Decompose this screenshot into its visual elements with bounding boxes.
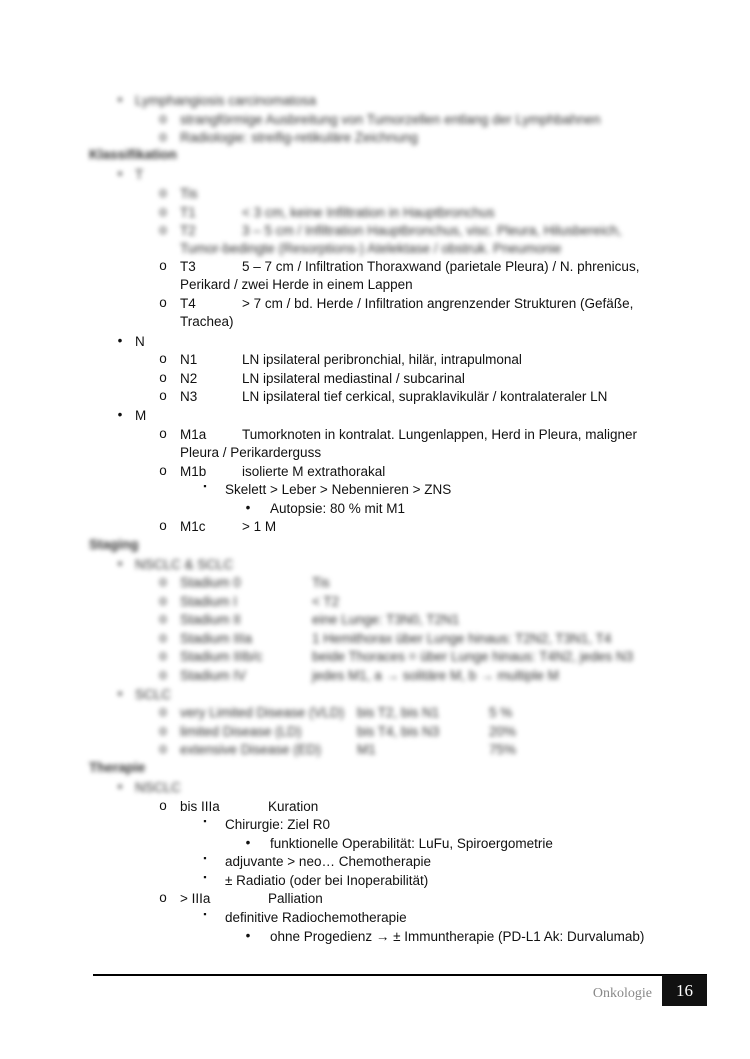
bullet-l2: o: [159, 611, 167, 626]
bullet-l2: o: [159, 426, 167, 441]
text-n2: LN ipsilateral mediastinal / subcarinal: [242, 371, 465, 386]
stage-3a: Stadium IIIa: [180, 631, 253, 646]
bullet-l3: ▪: [203, 853, 207, 863]
text-autopsie: Autopsie: 80 % mit M1: [270, 501, 406, 516]
code-t4: T4: [180, 296, 196, 311]
text-m1a-cont: Pleura / Perikarderguss: [180, 445, 322, 460]
stage-1: Stadium I: [180, 594, 238, 609]
code-gt-iiia: > IIIa: [180, 891, 211, 906]
text-ohne-progedienz: ohne Progedienz → ± Immuntherapie (PD-L1 Ak: Durvalumab): [270, 929, 645, 944]
bullet-l2: o: [159, 351, 167, 366]
heading-klassifikation: Klassifikation: [89, 147, 177, 162]
text-nsclc: NSCLC: [135, 780, 181, 795]
bullet-l2: o: [159, 463, 167, 478]
text-adjuvante: adjuvante > neo… Chemotherapie: [225, 854, 432, 869]
bullet-l2: o: [159, 741, 167, 756]
stage-4: Stadium IV: [180, 668, 247, 683]
label-m: M: [135, 408, 147, 423]
text-lymphangiosis: Lymphangiosis carcinomatosa: [135, 93, 317, 108]
text-m1a: Tumorknoten in kontralat. Lungenlappen, Herd in Pleura, maligner: [242, 427, 637, 442]
stage-2: Stadium II: [180, 612, 241, 627]
bullet-l2: o: [159, 630, 167, 645]
bullet-l2: o: [159, 574, 167, 589]
text-ld: limited Disease (LD): [180, 724, 302, 739]
text-ld-percent: 20%: [489, 724, 517, 739]
bullet-l2: o: [159, 518, 167, 533]
code-t2: T2: [180, 223, 196, 238]
bullet-l4: •: [245, 835, 251, 850]
text-skelett: Skelett > Leber > Nebennieren > ZNS: [225, 482, 452, 497]
code-t3: T3: [180, 259, 196, 274]
footer-rule: [93, 974, 707, 976]
text-ausbreitung: strangförmige Ausbreitung von Tumorzellen entlang der Lymphbahnen: [180, 112, 601, 127]
text-m1c: > 1 M: [242, 519, 277, 534]
text-t2-cont: Tumor-bedingte (Resorptions-) Atelektase / obstruk. Pneumonie: [180, 241, 562, 256]
stage-0-value: Tis: [312, 575, 330, 590]
text-radiologie: Radiologie: streifig-retikuläre Zeichnung: [180, 130, 418, 145]
footer-label: Onkologie: [592, 986, 652, 1001]
text-ed-percent: 75%: [489, 742, 517, 757]
code-n3: N3: [180, 389, 198, 404]
bullet-l2: o: [159, 370, 167, 385]
text-ld-tn: bis T4, bis N3: [357, 724, 440, 739]
heading-therapie: Therapie: [89, 760, 146, 775]
text-ed: extensive Disease (ED): [180, 742, 322, 757]
text-m1b: isolierte M extrathorakal: [242, 464, 386, 479]
stage-0: Stadium 0: [180, 575, 241, 590]
text-t4: > 7 cm / bd. Herde / Infiltration angrenzender Strukturen (Gefäße,: [242, 296, 634, 311]
code-m1b: M1b: [180, 464, 207, 479]
text-n1: LN ipsilateral peribronchial, hilär, intrapulmonal: [242, 352, 522, 367]
stage-2-value: eine Lunge: T3N0, T2N1: [312, 612, 460, 627]
text-kuration: Kuration: [268, 799, 319, 814]
text-t3-cont: Perikard / zwei Herde in einem Lappen: [180, 277, 413, 292]
bullet-l3: ▪: [203, 816, 207, 826]
bullet-l1: •: [117, 556, 123, 571]
bullet-l2: o: [159, 129, 167, 144]
bullet-l4: •: [245, 500, 251, 515]
bullet-l2: o: [159, 648, 167, 663]
text-t3: 5 – 7 cm / Infiltration Thoraxwand (parietale Pleura) / N. phrenicus,: [242, 259, 640, 274]
bullet-l3: ▪: [203, 872, 207, 882]
code-tis: Tis: [180, 186, 198, 201]
text-ed-tn: M1: [357, 742, 376, 757]
text-vld: very Limited Disease (VLD): [180, 705, 345, 720]
code-n2: N2: [180, 371, 198, 386]
bullet-l2: o: [159, 204, 167, 219]
text-radiatio: ± Radiatio (oder bei Inoperabilität): [225, 873, 429, 888]
bullet-l1: •: [117, 92, 123, 107]
bullet-l2: o: [159, 667, 167, 682]
stage-1-value: < T2: [312, 594, 340, 609]
bullet-l3: ▪: [203, 909, 207, 919]
text-nsclc-sclc: NSCLC & SCLC: [135, 557, 234, 572]
text-vld-tn: bis T2, bis N1: [357, 705, 440, 720]
text-t4-cont: Trachea): [180, 314, 234, 329]
label-n: N: [135, 334, 145, 349]
code-n1: N1: [180, 352, 198, 367]
bullet-l2: o: [159, 295, 167, 310]
stage-3a-value: 1 Hemithorax über Lunge hinaus: T2N2, T3N1, T4: [312, 631, 612, 646]
stage-4-value: jedes M1, a → solitäre M, b → multiple M: [312, 668, 559, 683]
bullet-l1: •: [117, 686, 123, 701]
bullet-l4: •: [245, 928, 251, 943]
code-bis-iiia: bis IIIa: [180, 799, 220, 814]
bullet-l2: o: [159, 704, 167, 719]
text-vld-percent: 5 %: [489, 705, 513, 720]
code-t1: T1: [180, 205, 196, 220]
bullet-l1: •: [117, 407, 123, 422]
text-t2: 3 – 5 cm / Infiltration Hauptbronchus, visc. Pleura, Hilusbereich,: [242, 223, 622, 238]
text-palliation: Palliation: [268, 891, 323, 906]
text-sclc: SCLC: [135, 687, 172, 702]
code-m1c: M1c: [180, 519, 206, 534]
page-number: 16: [676, 980, 693, 1000]
bullet-l2: o: [159, 890, 167, 905]
bullet-l2: o: [159, 185, 167, 200]
heading-staging: Staging: [89, 537, 139, 552]
bullet-l3: ▪: [203, 481, 207, 491]
bullet-l2: o: [159, 258, 167, 273]
bullet-l2: o: [159, 593, 167, 608]
text-chirurgie: Chirurgie: Ziel R0: [225, 817, 331, 832]
bullet-l1: •: [117, 779, 123, 794]
bullet-l2: o: [159, 111, 167, 126]
bullet-l2: o: [159, 222, 167, 237]
label-t: T: [135, 167, 144, 182]
text-funktionelle: funktionelle Operabilität: LuFu, Spiroergometrie: [270, 836, 553, 851]
bullet-l2: o: [159, 798, 167, 813]
text-definitive: definitive Radiochemotherapie: [225, 910, 407, 925]
code-m1a: M1a: [180, 427, 207, 442]
bullet-l1: •: [117, 333, 123, 348]
text-n3: LN ipsilateral tief cerkical, supraklavikulär / kontralateraler LN: [242, 389, 608, 404]
stage-3bc: Stadium IIIb/c: [180, 649, 263, 664]
stage-3bc-value: beide Thoraces = über Lunge hinaus: T4N2, jedes N3: [312, 649, 634, 664]
page-number-box: [662, 975, 707, 1006]
bullet-l1: •: [117, 166, 123, 181]
text-t1: < 3 cm, keine Infiltration in Hauptbronchus: [242, 205, 495, 220]
bullet-l2: o: [159, 723, 167, 738]
bullet-l2: o: [159, 388, 167, 403]
